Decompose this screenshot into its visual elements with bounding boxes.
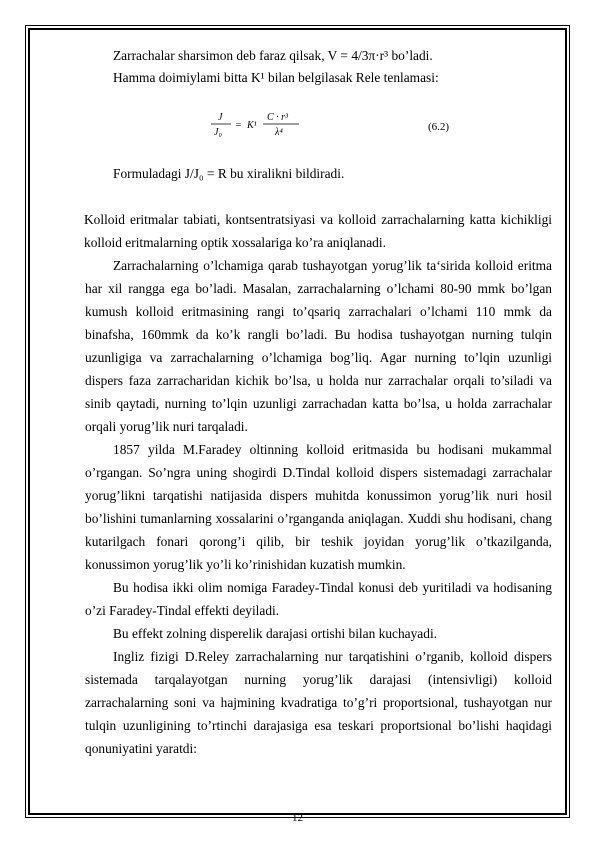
formula-number: (6.2) xyxy=(428,121,450,133)
paragraph-6: Ingliz fizigi D.Reley zarrachalarning nur tarqatishini o’rganib, kolloid dispers sistemada tarqalayotgan nurning yorug’lik darajasi (intensivligi) kolloid zarrachalarning soni va hajmining kvadratiga to’g’ri proportsional, tushayotgan nur tulqin uzunligining to’rtinchi darajasiga esa teskari proportsional bo’lishi haqidagi qonuniyatini yaratdi: xyxy=(85,649,552,756)
paragraph-5: Bu effekt zolning disperelik darajasi ortishi bilan kuchayadi. xyxy=(113,626,438,641)
page-number: 12 xyxy=(292,812,303,824)
text-line-constants: Hamma doimiylami bitta K¹ bilan belgilasak Rele tenlamasi: xyxy=(113,70,439,85)
paragraph-4: Bu hodisa ikki olim nomiga Faradey-Tindal konusi deb yuritiladi va hodisaning o’zi Faradey-Tindal effekti deyiladi. xyxy=(85,580,552,618)
paragraph-3: 1857 yilda M.Faradey oltinning kolloid eritmasida bu hodisani mukammal o’rgangan. So’ngra uning shogirdi D.Tindal kolloid dispers sistemadagi zarrachalar yorug’likni tarqatishi natijasida dispers muhitda konussimon yorug’lik nuri hosil bo’lishini tumanlarning xossalarini o’rganganda aniqlagan. Xuddi shu hodisani, chang kutarilgach fonari qorong’i qilib, bir teshik joyidan yorug’lik o’tkazilganda, konussimon yorug’lik yo’li ko’rinishidan kuzatish mumkin. xyxy=(85,442,552,572)
formula-rhs-num: C · r³ xyxy=(267,112,289,123)
formula-lhs-den: J₀ xyxy=(214,127,222,138)
paragraphs xyxy=(85,208,552,760)
paragraph-2: Zarrachalarning o’lchamiga qarab tushayotgan yorug’lik ta‘sirida kolloid eritma har xil rangga ega bo’ladi. Masalan, zarrachalarning o’lchami 80-90 mmk bo’lgan kumush kolloid eritmasining rangi to’qsariq zarrachalari o’lchami 110 mmk da binafsha, 160mmk da ko’k rangli bo’ladi. Bu hodisa tushayotgan nurning tulqin uzunligiga va zarrachalarning o’lchamiga bog’liq. Agar nurning to’lqin uzunligi dispers faza zarracharidan kichik bo’lsa, u holda nur zarrachalar orqali to’siladi va sinib qaytadi, nurning to’lqin uzunligi zarrachadan katta bo’lsa, u holda zarrachalar orqali yorug’lik nuri tarqaladi. xyxy=(85,258,552,434)
formula-k: K¹ xyxy=(247,120,257,131)
text-line-volume: Zarrachalar sharsimon deb faraz qilsak, V = 4/3π·r³ bo’ladi. xyxy=(113,48,433,63)
page-body xyxy=(113,46,552,87)
paragraph-1: Kolloid eritmalar tabiati, kontsentratsiyasi va kolloid zarrachalarning katta kichikligi kolloid eritmalarning optik xossalariga ko’ra aniqlanadi. xyxy=(84,212,552,250)
text-line-turbidity: Formuladagi J/J₀ = R bu xiralikni bildiradi. xyxy=(113,166,345,181)
formula-lhs-num: J xyxy=(218,112,223,123)
rayleigh-formula xyxy=(205,100,465,150)
page-body-main xyxy=(113,164,552,183)
svg-text:=: = xyxy=(235,120,242,131)
formula-rhs-den: λ⁴ xyxy=(275,127,283,138)
